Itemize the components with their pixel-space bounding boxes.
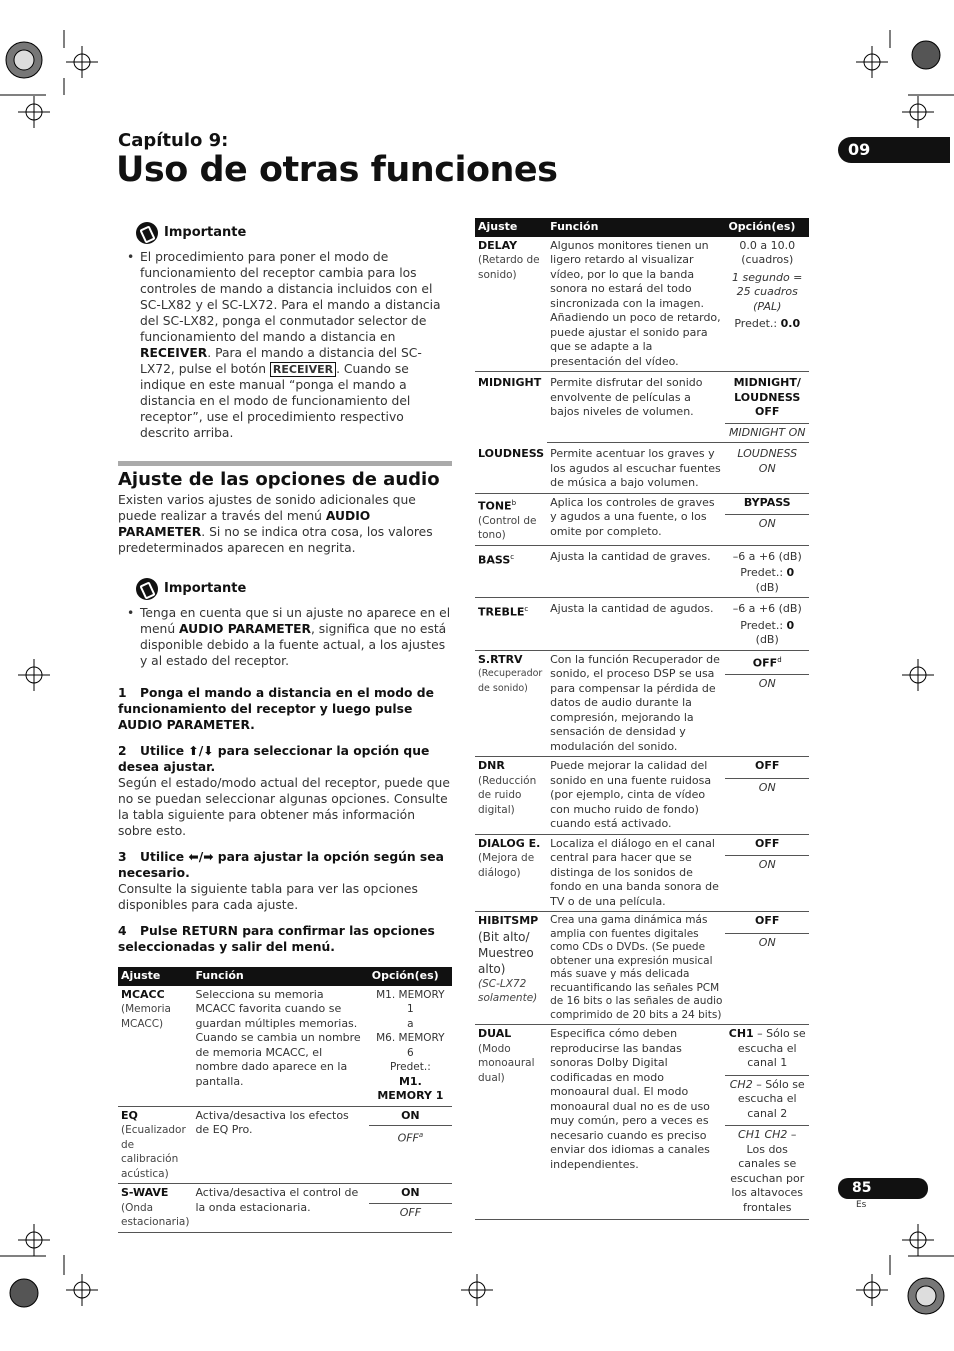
table-row-dialog-e: DIALOG E. (Mejora de diálogo) Localiza el diálogo en el canal central para hacer que se distinga de los sonidos de fondo en una banda sonora de TV o de una película. OFF ON bbox=[475, 834, 809, 912]
table-row-treble: TREBLE$^c$ Ajusta la cantidad de agudos. –6 a +6 (dB) Predet.: 0 (dB) bbox=[475, 598, 809, 651]
table-row-hibitsmp: HIBITSMP (Bit alto/ Muestreo alto) (SC-LX72 solamente) Crea una gama dinámica más amplia con fuentes digitales como CDs o DVDs. (Se puede obtener una expresión musical más suave y más delicada recuantificando las señales PCM de 16 bits o las señales de audio comprimido de 20 bits a 24 bits) OFF ON bbox=[475, 912, 809, 1025]
step-2: 2 Utilice ⬆/⬇ para seleccionar la opción que desea ajustar. bbox=[118, 744, 430, 774]
audio-options-table-2 bbox=[475, 218, 809, 1220]
important-icon bbox=[136, 222, 158, 244]
bullet-availability: • Tenga en cuenta que si un ajuste no aparece en el menú AUDIO PARAMETER, significa que no está disponible debido a la fuente actual, a los ajustes y al estado del receptor. bbox=[118, 605, 452, 669]
step-1: 1 Ponga el mando a distancia en el modo de funcionamiento del receptor y luego pulse AUDIO PARAMETER. bbox=[118, 686, 434, 732]
important-label: Importante bbox=[164, 581, 247, 596]
table-row-dual: DUAL (Modo monoaural dual) Especifica cómo deben reproducirse las bandas sonoras Dolby Digital codificadas en modo monoaural dual. El modo monoaural dual no es de uso muy común, pero a veces es necesario cuando es preciso enviar dos idiomas a canales independientes. CH1 – Sólo se escucha el canal 1 CH2 – Sólo se escucha el canal 2 CH1 CH2 – Los dos canales se escuchan por los altavoces frontales bbox=[475, 1025, 809, 1220]
important-label: Importante bbox=[164, 225, 247, 240]
receiver-button-glyph: RECEIVER bbox=[270, 362, 336, 377]
table-row-eq: EQ (Ecualizador de calibración acústica) Activa/desactiva los efectos de EQ Pro. ON OFF$^a$ bbox=[118, 1106, 452, 1184]
important-icon bbox=[136, 578, 158, 600]
section-heading: Ajuste de las opciones de audio bbox=[118, 469, 440, 490]
section-intro: Existen varios ajustes de sonido adicionales que puede realizar a través del menú AUDIO PARAMETER. Si no se indica otra cosa, los valores predeterminados aparecen en negrita. bbox=[118, 493, 433, 555]
table-row-dnr: DNR (Reducción de ruido digital) Puede mejorar la calidad del sonido en una fuente ruidosa (por ejemplo, cinta de vídeo con mucho ruido de fondo) cuando está activado. OFF ON bbox=[475, 757, 809, 835]
table-header: Ajuste Función Opción(es) bbox=[475, 218, 809, 237]
table-row-s-wave: S-WAVE (Onda estacionaria) Activa/desactiva el control de la onda estacionaria. ON OFF bbox=[118, 1184, 452, 1233]
important-note-2 bbox=[136, 578, 452, 600]
page-number: 85 bbox=[838, 1178, 928, 1199]
step-4: 4 Pulse RETURN para confirmar las opciones seleccionadas y salir del menú. bbox=[118, 924, 435, 954]
important-note-1 bbox=[136, 222, 452, 244]
chapter-tab: 09 bbox=[838, 137, 950, 163]
table-row-delay: DELAY (Retardo de sonido) Algunos monitores tienen un ligero retardo al visualizar vídeo, por lo que la banda sonora no estará del todo sincronizada con la imagen. Añadiendo un poco de retardo, puede ajustar el sonido para que se adapte a la presentación del vídeo. 0.0 a 10.0 (cuadros) 1 segundo = 25 cuadros (PAL) Predet.: 0.0 bbox=[475, 237, 809, 372]
language-code: Es bbox=[856, 1200, 867, 1210]
bullet-remote-mode: • El procedimiento para poner el modo de funcionamiento del receptor cambia para los controles de mando a distancia incluidos con el SC-LX82 y el SC-LX72. Para el mando a distancia del SC-LX82, ponga el conmutador selector de funcionamiento del mando a distancia en RECEIVER. Para el mando a distancia del SC-LX72, pulse el botón RECEIVER . Cuando se indique en este manual “ponga el mando a distancia en el modo de funcionamiento del receptor”, use el procedimiento respectivo descrito arriba. bbox=[118, 249, 452, 441]
table-row-loudness: LOUDNESS Permite acentuar los graves y los agudos al escuchar fuentes de música a bajo volumen. LOUDNESS ON bbox=[475, 443, 809, 494]
table-row-bass: BASS$^c$ Ajusta la cantidad de graves. –6 a +6 (dB) Predet.: 0 (dB) bbox=[475, 545, 809, 598]
section-divider bbox=[118, 461, 452, 466]
audio-options-table-1 bbox=[118, 967, 452, 1233]
page-title: Uso de otras funciones bbox=[116, 150, 558, 190]
step-3-text: Consulte la siguiente tabla para ver las opciones disponibles para cada ajuste. bbox=[118, 882, 418, 912]
table-row-tone: TONE$^b$ (Control de tono) Aplica los controles de graves y agudos a una fuente, o los omite por completo. BYPASS ON bbox=[475, 493, 809, 545]
table-header: Ajuste Función Opción(es) bbox=[118, 967, 452, 986]
table-row-mcacc: MCACC (Memoria MCACC) Selecciona su memoria MCACC favorita cuando se guardan múltiples memorias. Cuando se cambia un nombre de memoria MCACC, el nombre dado aparece en la pantalla. M1. MEMORY 1 a M6. MEMORY 6 Predet.: M1. MEMORY 1 bbox=[118, 986, 452, 1107]
step-2-text: Según el estado/modo actual del receptor, puede que no se puedan seleccionar algunas opciones. Consulte la tabla siguiente para obtener más información sobre esto. bbox=[118, 776, 450, 838]
left-column bbox=[118, 222, 452, 1233]
chapter-label: Capítulo 9: bbox=[118, 130, 229, 151]
table-row-midnight: MIDNIGHT Permite disfrutar del sonido envolvente de películas a bajos niveles de volumen. MIDNIGHT/ LOUDNESS OFF MIDNIGHT ON bbox=[475, 372, 809, 443]
table-row-s-rtrv: S.RTRV (Recuperador de sonido) Con la función Recuperador de sonido, el proceso DSP se usa para compensar la pérdida de datos de audio durante la compresión, mejorando la sensación de densidad y modulación del sonido. OFF$^d$ ON bbox=[475, 650, 809, 757]
step-3: 3 Utilice ⬅/➡ para ajustar la opción según sea necesario. bbox=[118, 850, 444, 880]
